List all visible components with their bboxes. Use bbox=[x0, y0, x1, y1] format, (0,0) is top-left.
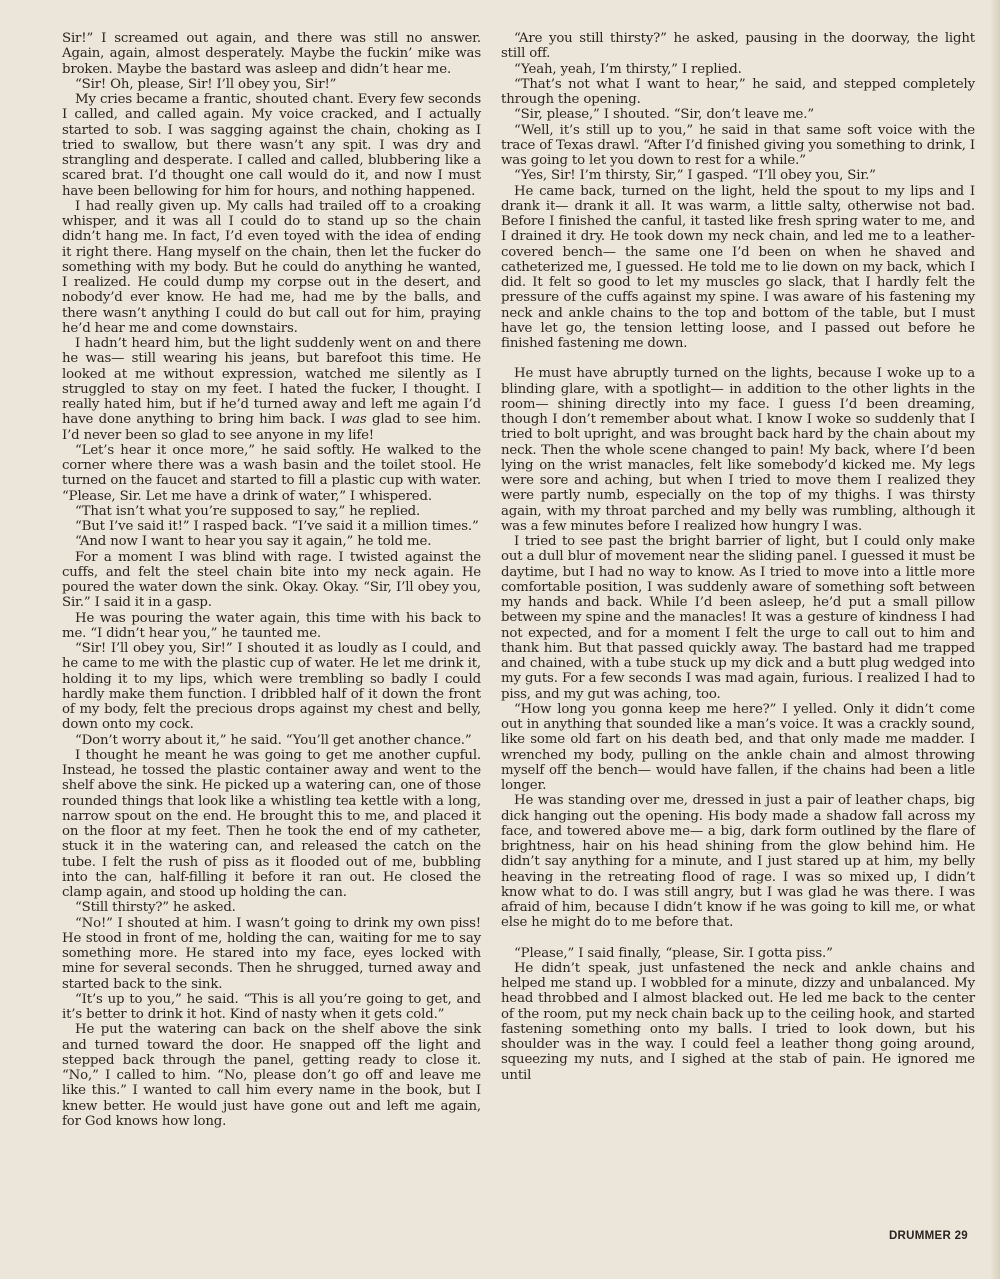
paragraph: “Sir! Oh, please, Sir! I’ll obey you, Sir!” bbox=[75, 76, 337, 92]
paragraph: I tried to see past the bright barrier of light, but I could only make out a dull blur of movement near the sliding panel. I guessed it must be daytime, but I had no way to know. As I tried to move into a little more comfortable position, I was suddenly aware of something soft between my hands and back. While I’d been asleep, he’d put a small pillow between my spine and the manacles! It was a gesture of kindness I had not expected, and for a moment I felt the urge to call out to him and thank him. But that passed quickly away. The bastard had me trapped and chained, with a tube stuck up my dick and a butt plug wedged into my guts. For a few seconds I was mad again, furious. I realized I had to piss, and my gut was aching, too. bbox=[501, 534, 975, 702]
emphasized-text: was bbox=[340, 412, 367, 428]
paragraph: “Still thirsty?” he asked. bbox=[75, 900, 236, 916]
paragraph-text: glad to see him. I’d never been so glad to see anyone in my life! bbox=[62, 412, 481, 443]
paragraph: He came back, turned on the light, held the spout to my lips and I drank it— drank it all. It was warm, a little salty, otherwise not bad. Before I finished the canful, it tasted like fresh spring water to me, and I drained it dry. He took down my neck chain, and led me to a leather-covered bench— the same one I’d been on when he shaved and catheterized me, I guessed. He told me to lie down on my back, which I did. It felt so good to let my muscles go slack, that I hardly felt the pressure of the cuffs against my spine. I was aware of his fastening my neck and ankle chains to the top and bottom of the table, but I must have let go, the tension letting loose, and I passed out before he finished fastening me down. bbox=[501, 183, 975, 351]
paragraph: “Sir, please,” I shouted. “Sir, don’t leave me.” bbox=[514, 107, 814, 123]
paragraph: He was pouring the water again, this time with his back to me. “I didn’t hear you,” he taunted me. bbox=[62, 610, 481, 641]
paragraph: He was standing over me, dressed in just a pair of leather chaps, big dick hanging out the opening. His body made a shadow fall across my face, and towered above me— a big, dark form outlined by the flare of brightness, hair on his head shining from the glow behind him. He didn’t say anything for a minute, and I just stared up at him, my belly heaving in the retreating flood of rage. I was so mixed up, I didn’t know what to do. I was still angry, but I was glad he was there. I was afraid of him, because I didn’t know if he was going to kill me, or what else he might do to me before that. bbox=[501, 793, 975, 931]
paragraph: “And now I want to hear you say it again,” he told me. bbox=[75, 534, 432, 550]
paragraph: Sir!” I screamed out again, and there was still no answer. Again, again, almost desperately. Maybe the fuckin’ mike was broken. Maybe the bastard was asleep and didn’t hear me. bbox=[62, 31, 481, 77]
page-footer-folio: DRUMMER 29 bbox=[888, 1230, 968, 1242]
paragraph: He put the watering can back on the shelf above the sink and turned toward the door. He snapped off the light and stepped back through the panel, getting ready to close it. “No,” I called to him. “No, please don’t go off and leave me like this.” I wanted to call him every name in the book, but I knew better. He would just have gone out and left me again, for God knows how long. bbox=[62, 1022, 481, 1129]
paragraph: He must have abruptly turned on the lights, because I woke up to a blinding glare, with a spotlight— in addition to the other lights in the room— shining directly into my face. I guess I’d been dreaming, though I don’t remember about what. I know I woke so suddenly that I tried to bolt upright, and was brought back hard by the chain about my neck. Then the whole scene changed to pain! My back, where I’d been lying on the wrist manacles, felt like somebody’d kicked me. My legs were sore and aching, but when I tried to move them I realized they were partly numb, especially on the top of my thighs. I was thirsty again, with my throat parched and my belly was rumbling, although it was a few minutes before I realized how hungry I was. bbox=[501, 366, 975, 534]
paragraph: “Please,” I said finally, “please, Sir. I gotta piss.” bbox=[514, 945, 833, 961]
paragraph: “But I’ve said it!” I rasped back. “I’ve said it a million times.” bbox=[75, 519, 479, 534]
paragraph: “Well, it’s still up to you,” he said in that same soft voice with the trace of Texas drawl. “After I’d finished giving you something to drink, I was going to let you down to rest for a while.” bbox=[501, 122, 975, 168]
left-text-column bbox=[62, 31, 481, 1129]
paragraph: My cries became a frantic, shouted chant. Every few seconds I called, and called again. My voice cracked, and I actually started to sob. I was sagging against the chain, choking as I tried to swallow, but there wasn’t any spit. I was dry and strangling and desperate. I called and called, blubbering like a scared brat. I’d thought one call would do it, and now I must have been bellowing for him for hours, and nothing happened. bbox=[62, 92, 481, 199]
paragraph-text: I hadn’t heard him, but the light suddenly went on and there he was— still wearing his jeans, but barefoot this time. He looked at me without expression, watched me silently as I struggled to stay on my feet. I hated the fucker, I thought. I really hated him, but if he’d turned away and left me again I’d have done anything to bring him back. I bbox=[62, 336, 481, 428]
paragraph: “Sir! I’ll obey you, Sir!” I shouted it as loudly as I could, and he came to me with the plastic cup of water. He let me drink it, holding it to my lips, which were trembling so badly I could hardly make them function. I dribbled half of it down the front of my body, felt the precious drops against my chest and belly, down onto my cock. bbox=[62, 641, 481, 733]
paragraph: I thought he meant he was going to get me another cupful. Instead, he tossed the plastic container away and went to the shelf above the sink. He picked up a watering can, one of those rounded things that look like a whistling tea kettle with a long, narrow spout on the end. He brought this to me, and placed it on the floor at my feet. Then he took the end of my catheter, stuck it in the watering can, and released the catch on the tube. I felt the rush of piss as it flooded out of me, bubbling into the can, half-filling it before it ran out. He closed the clamp again, and stood up holding the can. bbox=[62, 747, 481, 900]
page-edge-shadow bbox=[990, 0, 1000, 1279]
paragraph: “That’s not what I want to hear,” he said, and stepped completely through the opening. bbox=[501, 76, 975, 107]
paragraph: “Yes, Sir! I’m thirsty, Sir,” I gasped. “I’ll obey you, Sir.” bbox=[514, 168, 876, 184]
paragraph: “How long you gonna keep me here?” I yelled. Only it didn’t come out in anything that sounded like a man’s voice. It was a crackly sound, like some old fart on his death bed, and that only made me madder. I wrenched my body, pulling on the ankle chain and almost throwing myself off the bench— would have fallen, if the chains had been a litle longer. bbox=[501, 701, 975, 793]
paragraph: I had really given up. My calls had trailed off to a croaking whisper, and it was all I could do to stand up so the chain didn’t hang me. In fact, I’d even toyed with the idea of ending it right there. Hang myself on the chain, then let the fucker do something with my body. But he could do anything he wanted, I realized. He could dump my corpse out in the desert, and nobody’d ever know. He had me, had me by the balls, and there wasn’t anything I could do but call out for him, praying he’d hear me and come downstairs. bbox=[62, 198, 481, 336]
paragraph: “Yeah, yeah, I’m thirsty,” I replied. bbox=[514, 61, 742, 77]
paragraph: “That isn’t what you’re supposed to say,” he replied. bbox=[75, 503, 421, 519]
paragraph bbox=[62, 336, 481, 443]
paragraph: He didn’t speak, just unfastened the neck and ankle chains and helped me stand up. I wobbled for a minute, dizzy and unbalanced. My head throbbed and I almost blacked out. He led me back to the center of the room, put my neck chain back up to the ceiling hook, and started fastening something onto my balls. I tried to look down, but his shoulder was in the way. I could feel a leather thong going around, squeezing my nuts, and I sighed at the stab of pain. He ignored me until bbox=[501, 960, 975, 1083]
paragraph: “Are you still thirsty?” he asked, pausing in the doorway, the light still off. bbox=[501, 31, 975, 62]
paragraph: For a moment I was blind with rage. I twisted against the cuffs, and felt the steel chain bite into my neck again. He poured the water down the sink. Okay. Okay. “Sir, I’ll obey you, Sir.” I said it in a gasp. bbox=[62, 549, 481, 611]
paragraph: “Don’t worry about it,” he said. “You’ll get another chance.” bbox=[75, 732, 472, 748]
paragraph: “Let’s hear it once more,” he said softly. He walked to the corner where there was a wash basin and the toilet stool. He turned on the faucet and started to fill a plastic cup with water. “Please, Sir. Let me have a drink of water,” I whispered. bbox=[62, 442, 481, 504]
paragraph: “It’s up to you,” he said. “This is all you’re going to get, and it’s better to drink it hot. Kind of nasty when it gets cold.” bbox=[62, 991, 481, 1022]
right-text-column bbox=[501, 31, 975, 1083]
paragraph: “No!” I shouted at him. I wasn’t going to drink my own piss! He stood in front of me, holding the can, waiting for me to say something more. He stared into my face, eyes locked with mine for several seconds. Then he shrugged, turned away and started back to the sink. bbox=[62, 915, 481, 992]
